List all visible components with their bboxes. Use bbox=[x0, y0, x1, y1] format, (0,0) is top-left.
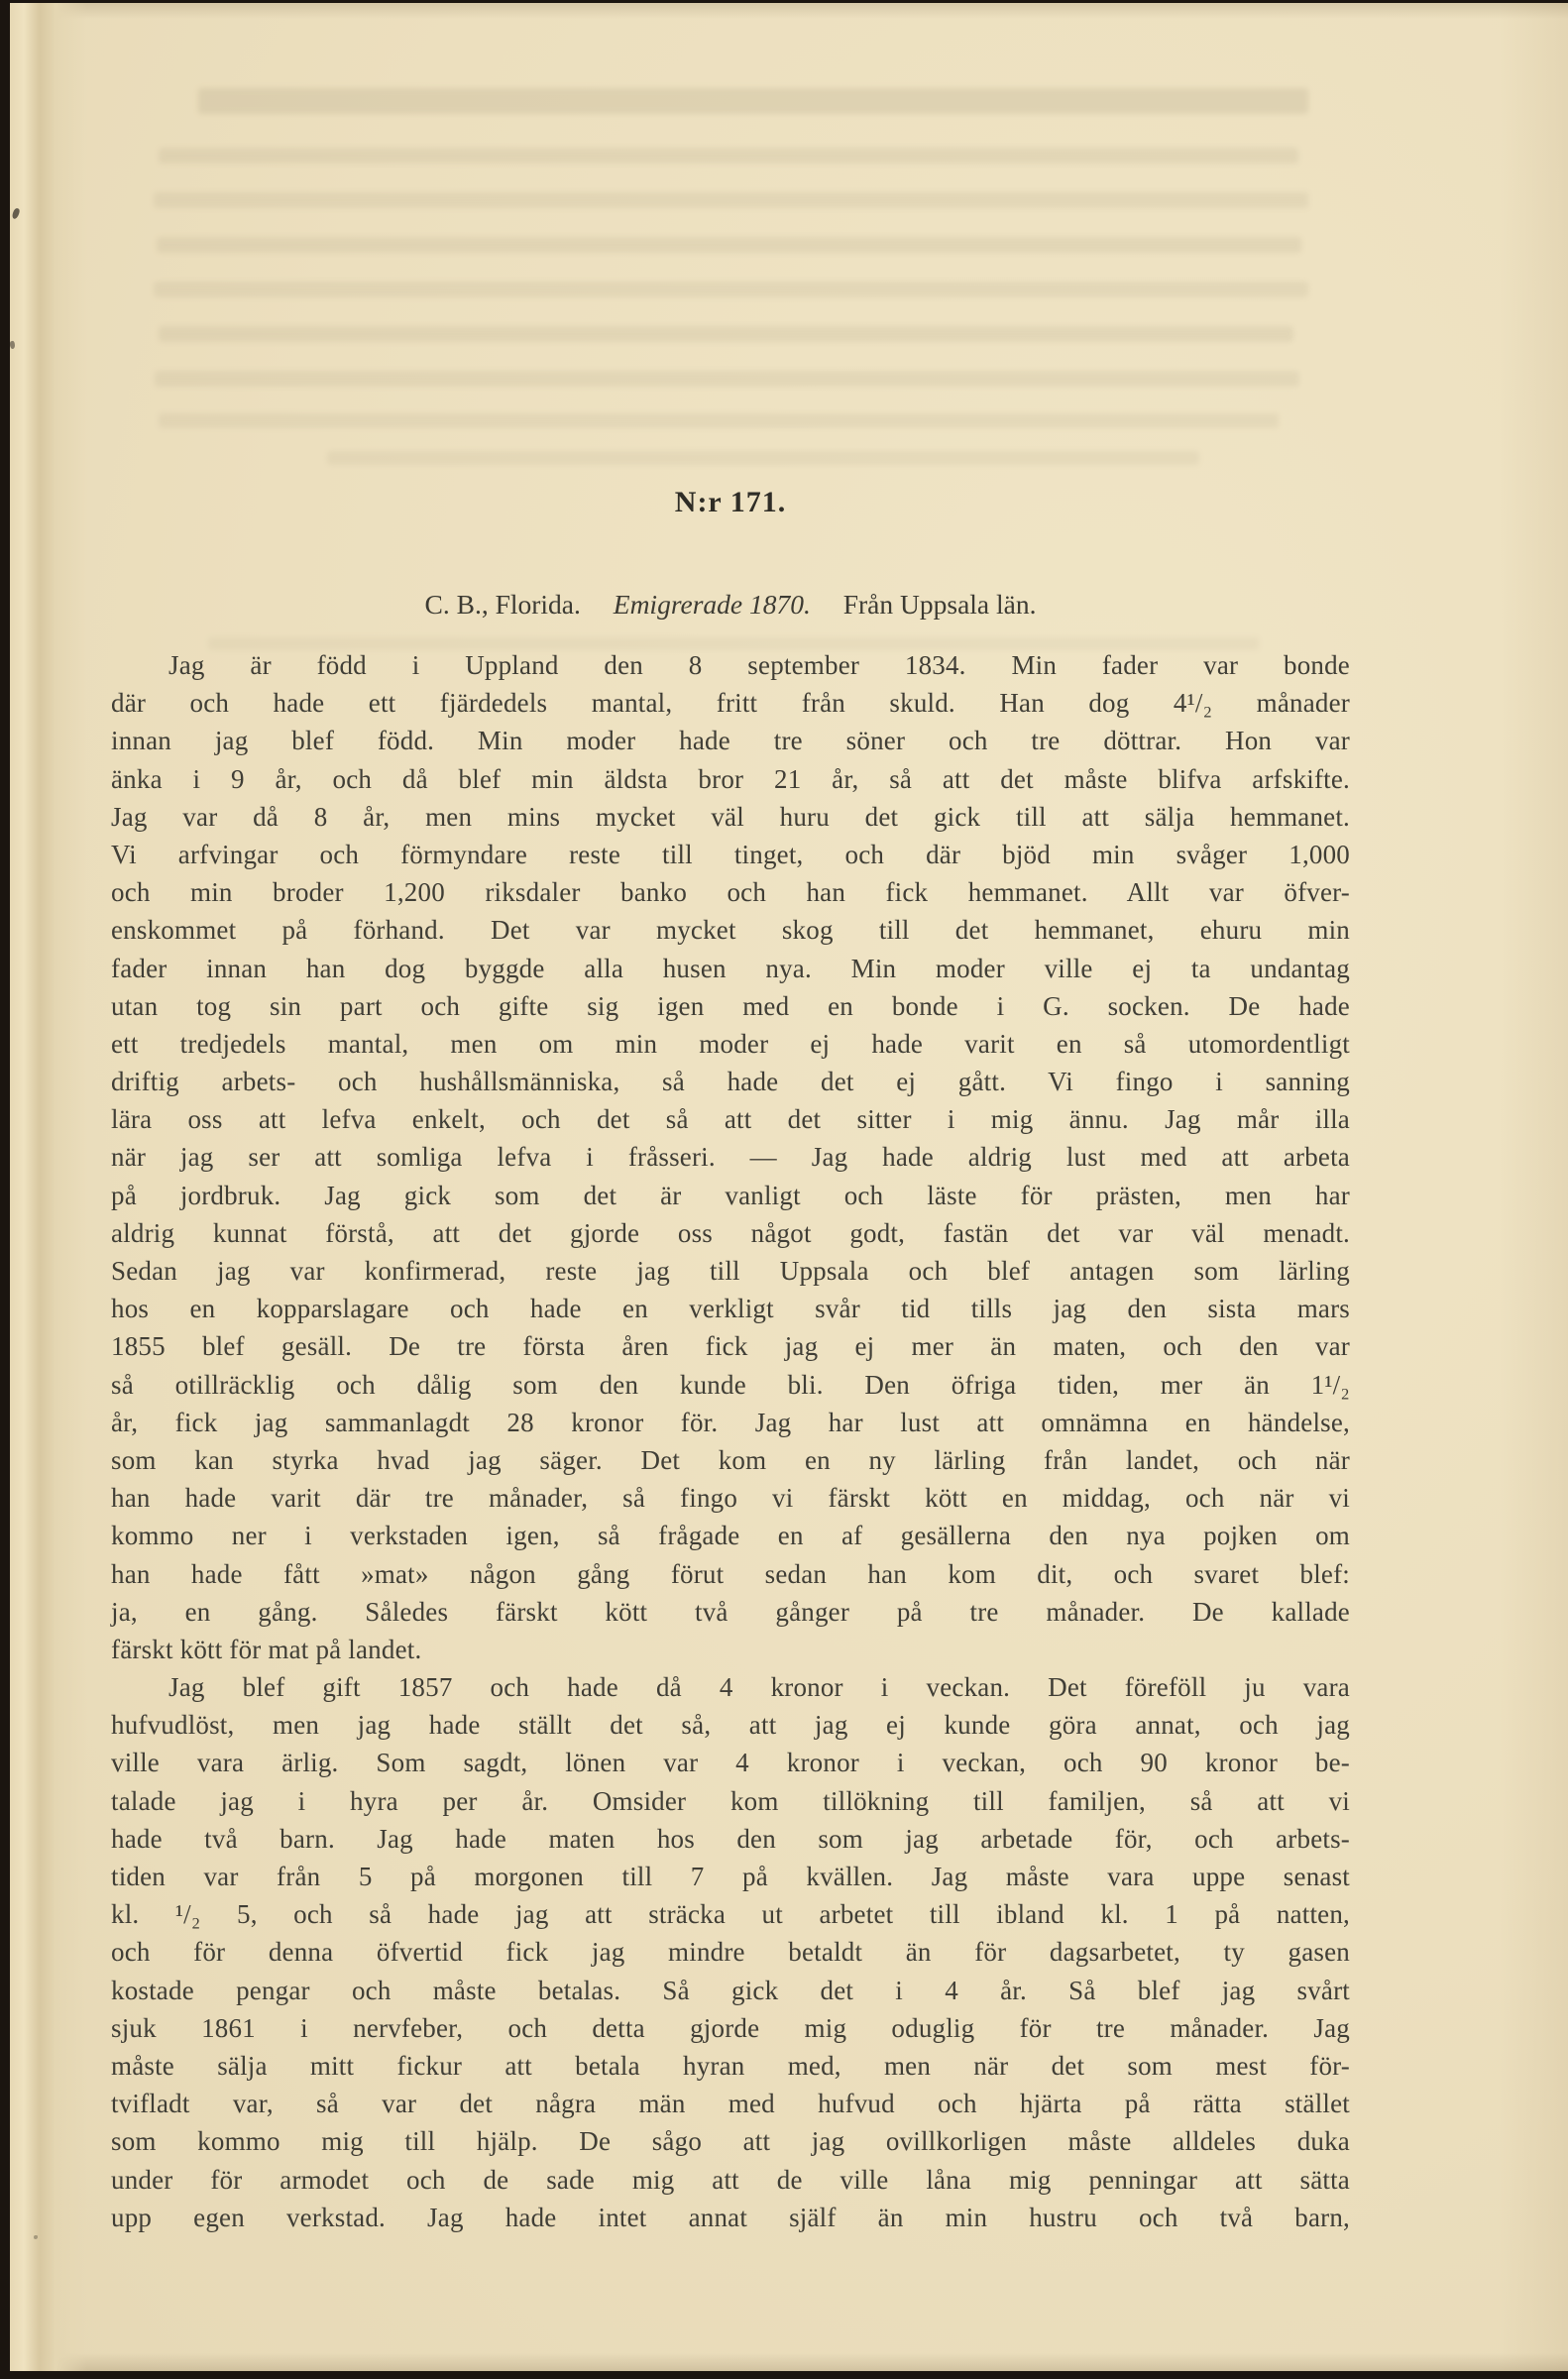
ghost-text-artifact bbox=[155, 371, 1299, 387]
text-line: Vi arfvingar och förmyndare reste till tinget, och där bjöd min svåger 1,000 bbox=[111, 839, 1350, 869]
text-line: han hade fått »mat» någon gång förut sedan han kom dit, och svaret blef: bbox=[111, 1558, 1350, 1589]
entry-author-location: C. B., Florida. bbox=[424, 589, 581, 620]
ghost-text-artifact bbox=[198, 88, 1308, 114]
text-line: ja, en gång. Således färskt kött två gånger på tre månader. De kallade bbox=[111, 1596, 1350, 1627]
text-line: under för armodet och de sade mig att de ville låna mig penningar att sätta bbox=[111, 2164, 1350, 2195]
text-line: driftig arbets- och hushållsmänniska, så hade det ej gått. Vi fingo i sanning bbox=[111, 1067, 1350, 1097]
text-line: fader innan han dog byggde alla husen nya. Min moder ville ej ta undantag bbox=[111, 953, 1350, 983]
text-line: Sedan jag var konfirmerad, reste jag till Uppsala och blef antagen som lärling bbox=[111, 1256, 1350, 1286]
entry-title bbox=[111, 589, 1350, 621]
ghost-text-artifact bbox=[327, 451, 1199, 465]
text-line: på jordbruk. Jag gick som det är vanligt och läste för prästen, men har bbox=[111, 1180, 1350, 1210]
text-line: innan jag blef född. Min moder hade tre söner och tre döttrar. Hon var bbox=[111, 726, 1350, 756]
text-line: ville vara ärlig. Som sagdt, lönen var 4 kronor i veckan, och 90 kronor be- bbox=[111, 1748, 1350, 1778]
text-line: och för denna öfvertid fick jag mindre betaldt än för dagsarbetet, ty gasen bbox=[111, 1937, 1350, 1968]
text-line: han hade varit där tre månader, så fingo vi färskt kött en middag, och när vi bbox=[111, 1483, 1350, 1514]
ghost-text-artifact bbox=[157, 237, 1301, 253]
entry-emigrated: Emigrerade 1870. bbox=[613, 589, 811, 620]
text-line: måste sälja mitt fickur att betala hyran med, men när det som mest för- bbox=[111, 2050, 1350, 2081]
entry-origin: Från Uppsala län. bbox=[842, 589, 1037, 620]
text-line: utan tog sin part och gifte sig igen med en bonde i G. socken. De hade bbox=[111, 990, 1350, 1021]
ink-speck bbox=[11, 207, 20, 219]
text-line: färskt kött för mat på landet. bbox=[111, 1634, 422, 1664]
text-line: hufvudlöst, men jag hade ställt det så, att jag ej kunde göra annat, och jag bbox=[111, 1710, 1350, 1741]
ghost-text-artifact bbox=[154, 192, 1308, 208]
text-line: kl. ¹/₂ 5, och så hade jag att sträcka ut arbetet till ibland kl. 1 på natten, bbox=[111, 1899, 1350, 1930]
ink-speck bbox=[34, 2235, 38, 2239]
text-line: när jag ser att somliga lefva i fråsseri. — Jag hade aldrig lust med att arbeta bbox=[111, 1142, 1350, 1173]
text-line: Jag är född i Uppland den 8 september 1834. Min fader var bonde bbox=[168, 650, 1350, 680]
scanned-page bbox=[10, 3, 1568, 2371]
text-line: upp egen verkstad. Jag hade intet annat själf än min hustru och två barn, bbox=[111, 2202, 1350, 2232]
text-line: tvifladt var, så var det några män med hufvud och hjärta på rätta stället bbox=[111, 2089, 1350, 2119]
ghost-text-artifact bbox=[159, 148, 1298, 164]
text-line: hade två barn. Jag hade maten hos den som jag arbetade för, och arbets- bbox=[111, 1823, 1350, 1854]
text-line: aldrig kunnat förstå, att det gjorde oss något godt, fastän det var väl menadt. bbox=[111, 1217, 1350, 1248]
text-line: 1855 blef gesäll. De tre första åren fick jag ej mer än maten, och den var bbox=[111, 1331, 1350, 1362]
ghost-text-artifact bbox=[154, 282, 1308, 297]
text-line: talade jag i hyra per år. Omsider kom tillökning till familjen, så att vi bbox=[111, 1785, 1350, 1816]
body-text bbox=[111, 646, 1350, 2236]
text-line: änka i 9 år, och då blef min äldsta bror 21 år, så att det måste blifva arfskifte. bbox=[111, 763, 1350, 794]
text-line: år, fick jag sammanlagdt 28 kronor för. Jag har lust att omnämna en händelse, bbox=[111, 1407, 1350, 1437]
text-line: ett tredjedels mantal, men om min moder ej hade varit en så utomordentligt bbox=[111, 1028, 1350, 1059]
text-line: som kan styrka hvad jag säger. Det kom en ny lärling från landet, och när bbox=[111, 1444, 1350, 1475]
entry-number-heading: N:r 171. bbox=[674, 486, 787, 518]
text-line: tiden var från 5 på morgonen till 7 på kvällen. Jag måste vara uppe senast bbox=[111, 1862, 1350, 1891]
text-line: och min broder 1,200 riksdaler banko och han fick hemmanet. Allt var öfver- bbox=[111, 877, 1350, 908]
ghost-text-artifact bbox=[159, 326, 1293, 342]
text-line: sjuk 1861 i nervfeber, och detta gjorde mig oduglig för tre månader. Jag bbox=[111, 2012, 1350, 2043]
text-line: Jag blef gift 1857 och hade då 4 kronor i veckan. Det föreföll ju vara bbox=[168, 1672, 1350, 1703]
ink-speck bbox=[9, 341, 15, 350]
text-line: hos en kopparslagare och hade en verkligt svår tid tills jag den sista mars bbox=[111, 1294, 1350, 1324]
text-line: enskommet på förhand. Det var mycket skog till det hemmanet, ehuru min bbox=[111, 915, 1350, 946]
text-line: så otillräcklig och dålig som den kunde bli. Den öfriga tiden, mer än 1¹/₂ bbox=[111, 1369, 1350, 1400]
ghost-text-artifact bbox=[159, 413, 1279, 428]
text-line: Jag var då 8 år, men mins mycket väl huru det gick till att sälja hemmanet. bbox=[111, 801, 1350, 832]
text-line: kostade pengar och måste betalas. Så gick det i 4 år. Så blef jag svårt bbox=[111, 1975, 1350, 2005]
text-line: kommo ner i verkstaden igen, så frågade en af gesällerna den nya pojken om bbox=[111, 1521, 1350, 1551]
text-line: som kommo mig till hjälp. De sågo att jag ovillkorligen måste alldeles duka bbox=[111, 2126, 1350, 2157]
text-line: lära oss att lefva enkelt, och det så att det sitter i mig ännu. Jag mår illa bbox=[111, 1104, 1350, 1135]
text-line: där och hade ett fjärdedels mantal, fritt från skuld. Han dog 4¹/₂ månader bbox=[111, 688, 1350, 719]
